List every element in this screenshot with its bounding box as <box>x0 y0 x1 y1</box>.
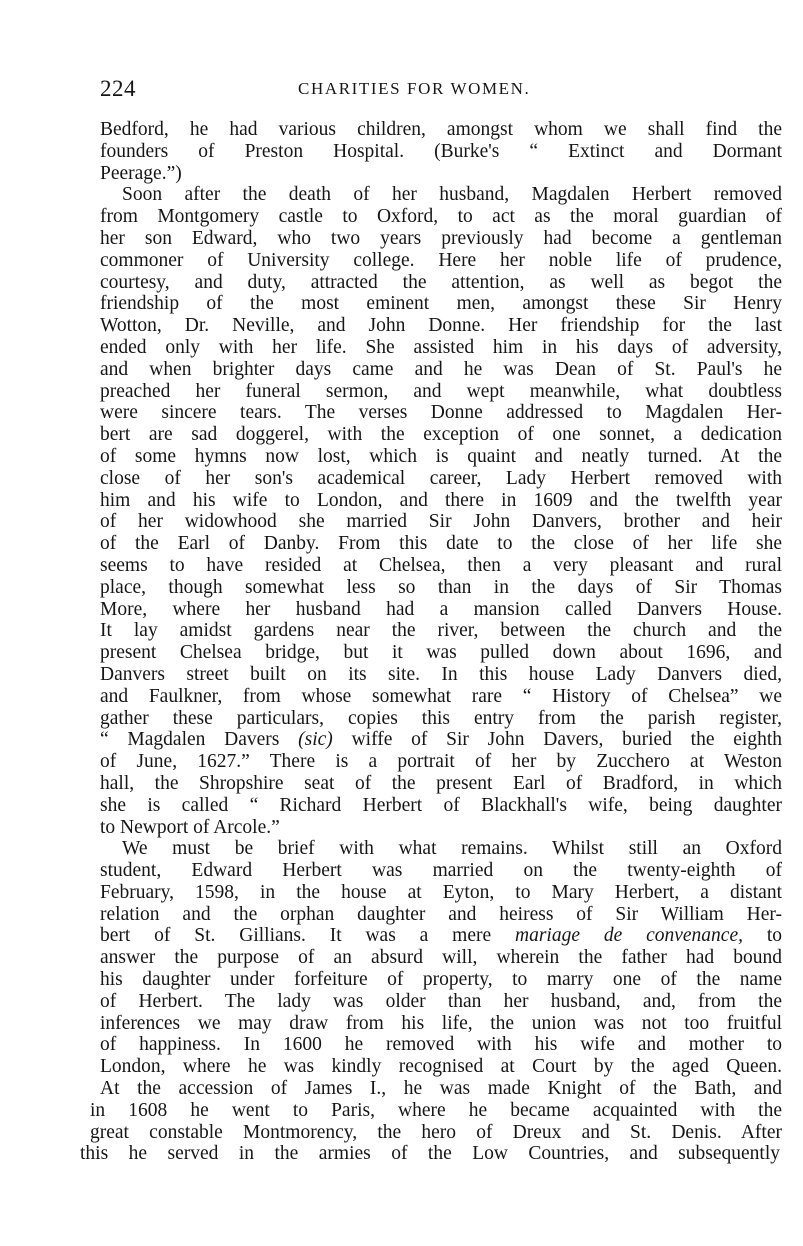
text-line: to Newport of Arcole.” <box>100 816 280 838</box>
text-line: student, Edward Herbert was married on the twenty-eighth of <box>100 860 782 882</box>
text-line: We must be brief with what remains. Whilst still an Oxford <box>122 838 782 860</box>
text-line: and Faulkner, from whose somewhat rare “ History of Chelsea” we <box>100 685 782 707</box>
text-line-segment: to <box>766 925 782 947</box>
text-line: founders of Preston Hospital. (Burke's “ Extinct and Dormant <box>100 140 782 162</box>
text-line: she is called “ Richard Herbert of Blackhall's wife, being daughter <box>100 794 782 816</box>
text-line: courtesy, and duty, attracted the attention, as well as begot the <box>100 271 782 293</box>
text-line-segment: wiffe of Sir John Davers, buried the eighth <box>351 729 782 751</box>
mariage-italic: mariage de convenance, <box>514 925 743 947</box>
text-line: of happiness. In 1600 he removed with his wife and mother to <box>100 1034 782 1056</box>
text-line: friendship of the most eminent men, amongst these Sir Henry <box>100 293 782 315</box>
text-line: of her widowhood she married Sir John Danvers, brother and heir <box>100 511 782 533</box>
text-line: ended only with her life. She assisted him in his days of adversity, <box>100 336 782 358</box>
text-line: inferences we may draw from his life, the union was not too fruitful <box>100 1012 782 1034</box>
text-line: February, 1598, in the house at Eyton, to Mary Herbert, a distant <box>100 881 782 903</box>
text-line: him and his wife to London, and there in 1609 and the twelfth year <box>100 489 782 511</box>
text-line: Bedford, he had various children, amongst whom we shall find the <box>100 119 782 140</box>
text-line: relation and the orphan daughter and heiress of Sir William Her- <box>100 903 782 925</box>
text-line: his daughter under forfeiture of property, to marry one of the name <box>100 969 782 991</box>
text-line: of the Earl of Danby. From this date to the close of her life she <box>100 533 782 555</box>
text-line: Wotton, Dr. Neville, and John Donne. Her friendship for the last <box>100 315 782 337</box>
running-title: CHARITIES FOR WOMEN. <box>298 79 531 98</box>
text-line: preached her funeral sermon, and wept meanwhile, what doubtless <box>100 380 782 402</box>
text-line: of Herbert. The lady was older than her husband, and, from the <box>100 990 782 1012</box>
text-line: in 1608 he went to Paris, where he became acquainted with the <box>90 1099 782 1121</box>
text-line: her son Edward, who two years previously had become a gentleman <box>100 227 782 249</box>
text-line: commoner of University college. Here her noble life of prudence, <box>100 249 782 271</box>
text-line: great constable Montmorency, the hero of Dreux and St. Denis. After <box>90 1121 782 1143</box>
page-number: 224 <box>100 76 136 101</box>
text-line: from Montgomery castle to Oxford, to act as the moral guardian of <box>100 206 782 228</box>
text-line-segment: “ Magdalen Davers <box>100 729 280 751</box>
text-line: place, though somewhat less so than in the days of Sir Thomas <box>100 576 782 598</box>
text-line: and when brighter days came and he was Dean of St. Paul's he <box>100 358 782 380</box>
text-line: bert are sad doggerel, with the exception of one sonnet, a dedication <box>100 424 782 446</box>
text-line: hall, the Shropshire seat of the present Earl of Bradford, in which <box>100 772 782 794</box>
running-head <box>100 76 782 102</box>
text-line: gather these particulars, copies this entry from the parish register, <box>100 707 782 729</box>
text-line: Danvers street built on its site. In this house Lady Danvers died, <box>100 663 782 685</box>
text-line: It lay amidst gardens near the river, between the church and the <box>100 620 782 642</box>
text-line: were sincere tears. The verses Donne addressed to Magdalen Her- <box>100 402 782 424</box>
text-line: present Chelsea bridge, but it was pulled down about 1696, and <box>100 642 782 664</box>
text-line: this he served in the armies of the Low Countries, and subsequently <box>80 1143 780 1165</box>
text-line: Peerage.”) <box>100 162 182 184</box>
text-line <box>100 729 782 751</box>
text-line: Soon after the death of her husband, Magdalen Herbert removed <box>122 184 782 206</box>
text-line: answer the purpose of an absurd will, wherein the father had bound <box>100 947 782 969</box>
text-line-segment: bert of St. Gillians. It was a mere <box>100 925 492 947</box>
body-text <box>80 119 782 1165</box>
text-line: London, where he was kindly recognised at Court by the aged Queen. <box>100 1056 782 1078</box>
text-line <box>100 925 782 947</box>
text-line: of some hymns now lost, which is quaint and neatly turned. At the <box>100 445 782 467</box>
text-line: At the accession of James I., he was made Knight of the Bath, and <box>100 1078 782 1100</box>
text-line: seems to have resided at Chelsea, then a very pleasant and rural <box>100 554 782 576</box>
sic-italic: (sic) <box>298 729 333 751</box>
text-line: close of her son's academical career, Lady Herbert removed with <box>100 467 782 489</box>
text-line: of June, 1627.” There is a portrait of her by Zucchero at Weston <box>100 751 782 773</box>
text-line: More, where her husband had a mansion called Danvers House. <box>100 598 782 620</box>
